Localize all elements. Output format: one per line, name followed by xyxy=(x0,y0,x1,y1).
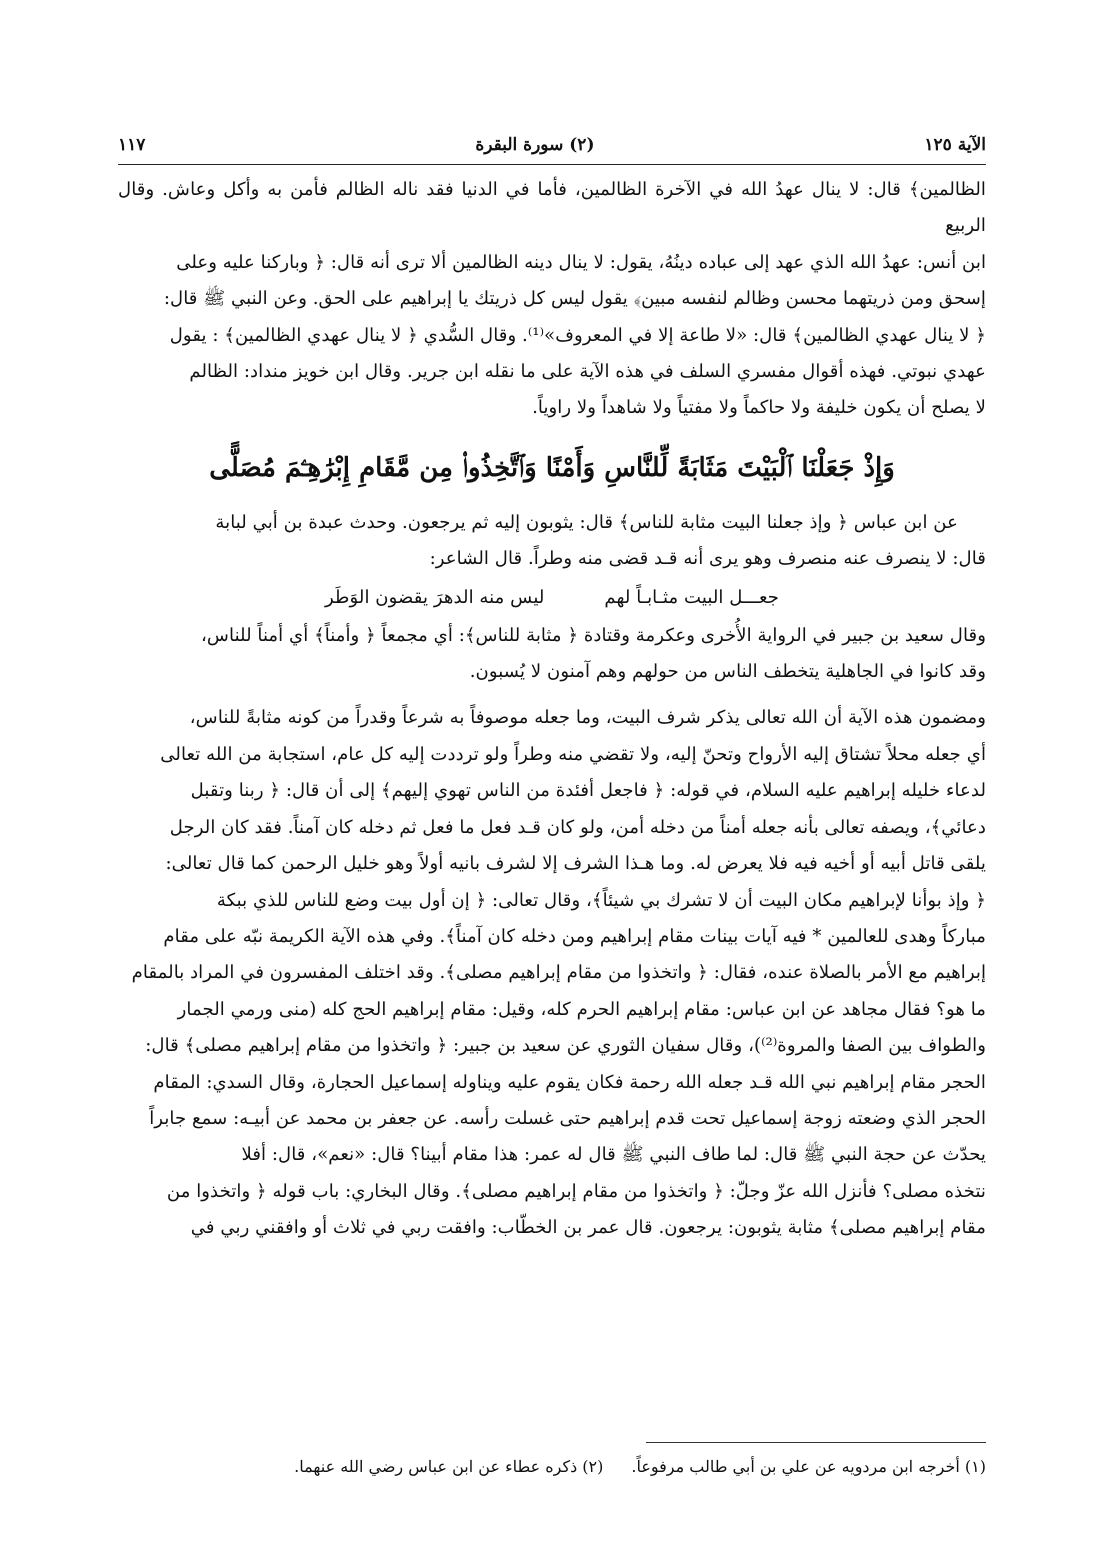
footnote-divider xyxy=(646,1442,986,1443)
text-line: قال: لا ينصرف عنه منصرف وهو يرى أنه قـد قضى منه وطراً. قال الشاعر: xyxy=(429,548,986,570)
paragraph-2 xyxy=(118,505,986,578)
footnote-1: (١) أخرجه ابن مردويه عن علي بن أبي طالب مرفوعاً. xyxy=(631,1457,986,1476)
text-line: ما هو؟ فقال مجاهد عن ابن عباس: مقام إبراهيم الحرم كله، وقيل: مقام إبراهيم الحج كله (منى ورمي الجمار xyxy=(177,998,986,1020)
paragraph-1 xyxy=(118,172,986,427)
running-header xyxy=(118,128,986,162)
paragraph-gap xyxy=(118,690,986,700)
text-line: مقام إبراهيم مصلى﴾ مثابة يثوبون: يرجعون. قال عمر بن الخطّاب: وافقت ربي في ثلاث أو وافقني ربي في xyxy=(190,1217,986,1239)
text-line: يلقى قاتل أبيه أو أخيه فيه فلا يعرض له. وما هـذا الشرف إلا لشرف بانيه أولاً وهو خليل الرحمن كما قال تعالى: xyxy=(165,853,986,875)
text-line: ابن أنس: عهدُ الله الذي عهد إلى عباده دينُهُ، يقول: لا ينال دينه الظالمين ألا ترى أنه قال: ﴿ وباركنا عليه وعلى xyxy=(176,251,986,273)
text-line: لدعاء خليله إبراهيم عليه السلام، في قوله: ﴿ فاجعل أفئدة من الناس تهوي إليهم﴾ إلى أن قال: ﴿ ربنا وتقبل xyxy=(190,780,986,802)
footnote-2: (٢) ذكره عطاء عن ابن عباس رضي الله عنهما. xyxy=(294,1457,604,1476)
text-line: والطواف بين الصفا والمروة⁽²⁾)، وقال سفيان الثوري عن سعيد بن جبير: ﴿ واتخذوا من مقام إبراهيم مصلى﴾ قال: xyxy=(145,1035,986,1057)
text-line: إسحق ومن ذريتهما محسن وظالم لنفسه مبين﴾ يقول ليس كل ذريتك يا إبراهيم على الحق. وعن النبي ﷺ قال: xyxy=(163,288,986,310)
text-line: وقال سعيد بن جبير في الرواية الأُخرى وعكرمة وقتادة ﴿ مثابة للناس﴾: أي مجمعاً ﴿ وأمناً﴾ أي أمناً للناس، xyxy=(200,624,986,646)
header-divider xyxy=(118,164,986,165)
text-line: أي جعله محلاً تشتاق إليه الأرواح وتحنّ إليه، ولا تقضي منه وطراً ولو ترددت إليه كل عام، استجابة من الله تعالى xyxy=(160,743,986,765)
text-line: ومضمون هذه الآية أن الله تعالى يذكر شرف البيت، وما جعله موصوفاً به شرعاً وقدراً من كونه مثابةً للناس، xyxy=(189,707,986,729)
main-text xyxy=(118,172,986,1247)
text-line: لا يصلح أن يكون خليفة ولا حاكماً ولا مفتياً ولا شاهداً ولا راوياً. xyxy=(532,397,986,419)
header-verse-number: الآية ١٢٥ xyxy=(924,135,986,155)
paragraph-3 xyxy=(118,618,986,691)
header-surah-title: (٢) سورة البقرة xyxy=(475,135,595,155)
text-line: دعائي﴾، ويصفه تعالى بأنه جعله أمناً من دخله أمن، ولو كان قـد فعل ما فعل ثم دخله كان آمناً. فقد كان الرجل xyxy=(169,816,986,838)
text-line: الحجر الذي وضعته زوجة إسماعيل تحت قدم إبراهيم حتى غسلت رأسه. عن جعفر بن محمد عن أبيـه: سمع جابراً xyxy=(149,1107,986,1129)
paragraph-4 xyxy=(118,700,986,1246)
poem-second-hemistich: ليس منه الدهرَ يقضون الوَطَر xyxy=(325,586,545,608)
text-line: إبراهيم مع الأمر بالصلاة عنده، فقال: ﴿ واتخذوا من مقام إبراهيم مصلى﴾. وقد اختلف المفسرون في المراد بالمقام xyxy=(131,962,986,984)
poem-first-hemistich: جعـــل البيت مثـابـاً لهم xyxy=(604,586,780,608)
text-line: يحدّث عن حجة النبي ﷺ قال: لما طاف النبي ﷺ قال له عمر: هذا مقام أبينا؟ قال: «نعم»، قال: أفلا xyxy=(241,1144,986,1166)
text-line: وقد كانوا في الجاهلية يتخطف الناس من حولهم وهم آمنون لا يُسبون. xyxy=(469,661,986,683)
quran-verse-heading: وَإِذْ جَعَلْنَا ٱلْبَيْتَ مَثَابَةً لِّلنَّاسِ وَأَمْنًا وَٱتَّخِذُوا۟ مِن مَّقَامِ إِبْرَٰهِـۧمَ مُصَلًّى xyxy=(209,452,895,483)
text-line: عهدي نبوتي. فهذه أقوال مفسري السلف في هذه الآية على ما نقله ابن جرير. وقال ابن خويز منداد: الظالم xyxy=(189,361,986,383)
footnotes xyxy=(118,1455,986,1479)
text-line: عن ابن عباس ﴿ وإذ جعلنا البيت مثابة للناس﴾ قال: يثوبون إليه ثم يرجعون. وحدث عبدة بن أبي لبابة xyxy=(215,511,958,533)
text-line: نتخذه مصلى؟ فأنزل الله عزّ وجلّ: ﴿ واتخذوا من مقام إبراهيم مصلى﴾. وقال البخاري: باب قوله ﴿ واتخذوا من xyxy=(166,1180,986,1202)
text-line: الحجر مقام إبراهيم نبي الله قـد جعله الله رحمة فكان يقوم عليه ويناوله إسماعيل الحجارة، وقال السدي: المقام xyxy=(153,1071,986,1093)
text-line: الظالمين﴾ قال: لا ينال عهدُ الله في الآخرة الظالمين، فأما في الدنيا فقد ناله الظالم فأمن به وأكل وعاش. وقال الربيع xyxy=(118,179,986,237)
text-line: مباركاً وهدى للعالمين * فيه آيات بينات مقام إبراهيم ومن دخله كان آمناً﴾. وفي هذه الآية الكريمة نبّه على مقام xyxy=(163,925,986,947)
text-line: ﴿ لا ينال عهدي الظالمين﴾ قال: «لا طاعة إلا في المعروف»⁽¹⁾. وقال السُّدي ﴿ لا ينال عهدي الظالمين﴾ : يقول xyxy=(169,324,986,346)
poem-verse xyxy=(118,578,986,618)
header-page-number: ١١٧ xyxy=(118,135,146,155)
text-line: ﴿ وإذ بوأنا لإبراهيم مكان البيت أن لا تشرك بي شيئاً﴾، وقال تعالى: ﴿ إن أول بيت وضع للناس للذي ببكة xyxy=(216,889,986,911)
